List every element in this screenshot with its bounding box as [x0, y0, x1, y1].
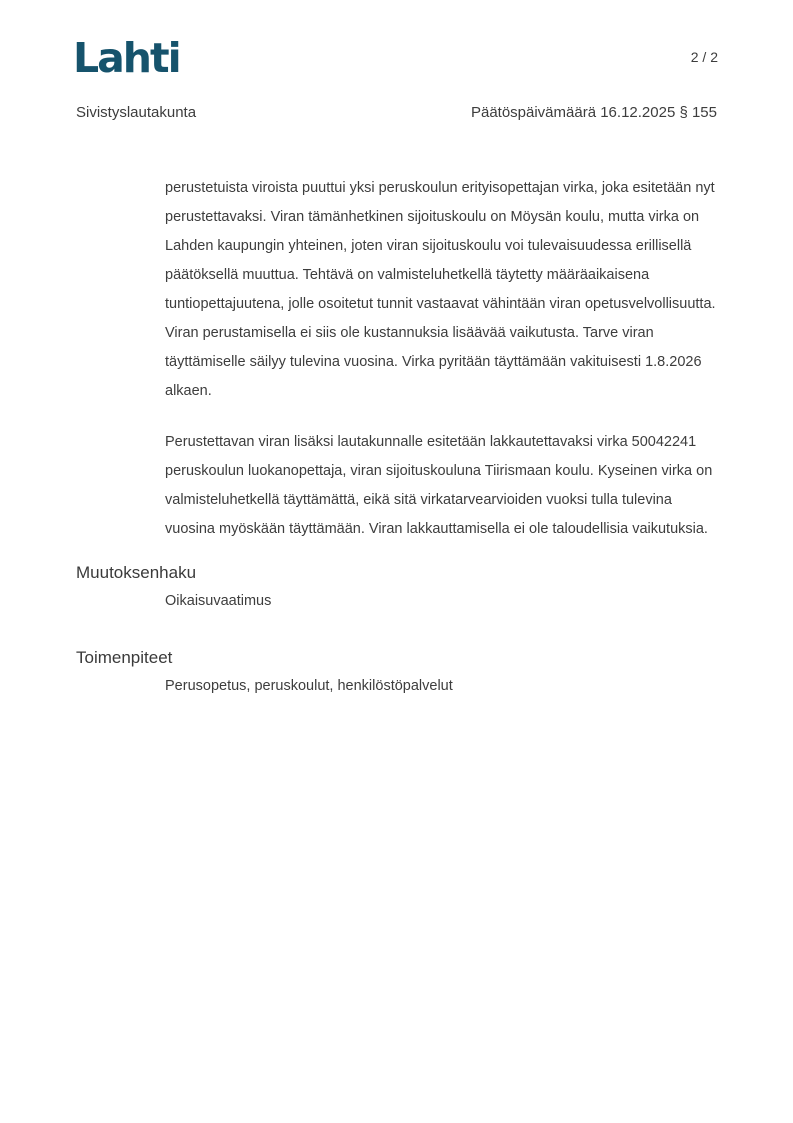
- document-meta-row: [76, 103, 717, 123]
- page-number: 2 / 2: [690, 49, 718, 65]
- body-paragraph: Perustettavan viran lisäksi lautakunnalle esitetään lakkautettavaksi virka 50042241 peruskoulun luokanopettaja, viran sijoituskouluna Tiirismaan koulu. Kyseinen virka on valmisteluhetkellä täyttämättä, eikä sitä virkatarvearvioiden vuoksi tulla tulevina vuosina myöskään täyttämään. Viran lakkauttamisella ei ole taloudellisia vaikutuksia.: [165, 434, 713, 537]
- decision-date: Päätöspäivämäärä 16.12.2025 § 155: [470, 104, 717, 121]
- section-content-toimenpiteet: Perusopetus, peruskoulut, henkilöstöpalvelut: [165, 678, 453, 694]
- section-content-muutoksenhaku: Oikaisuvaatimus: [165, 593, 272, 609]
- committee-name: Sivistyslautakunta: [76, 104, 197, 121]
- section-heading-muutoksenhaku: Muutoksenhaku: [76, 563, 197, 582]
- lahti-logo: Lahti: [73, 34, 180, 82]
- section-muutoksenhaku: [76, 558, 724, 616]
- body-text-block: [165, 174, 722, 544]
- section-heading-toimenpiteet: Toimenpiteet: [76, 648, 173, 667]
- document-content: [76, 174, 724, 701]
- section-toimenpiteet: [76, 643, 724, 701]
- body-paragraph: perustetuista viroista puuttui yksi peruskoulun erityisopettajan virka, joka esitetään nyt perustettavaksi. Viran tämänhetkinen sijoituskoulu on Möysän koulu, mutta virka on Lahden kaupungin yhteinen, joten viran sijoituskoulu voi tulevaisuudessa erillisellä päätöksellä muuttua. Tehtävä on valmisteluhetkellä täytetty määräaikaisena tuntiopettajuutena, jolle osoitetut tunnit vastaavat vähintään viran opetusvelvollisuutta. Viran perustamisella ei siis ole kustannuksia lisäävää vaikutusta. Tarve viran täyttämiselle säilyy tulevina vuosina. Virka pyritään täyttämään vakituisesti 1.8.2026 alkaen.: [165, 180, 716, 399]
